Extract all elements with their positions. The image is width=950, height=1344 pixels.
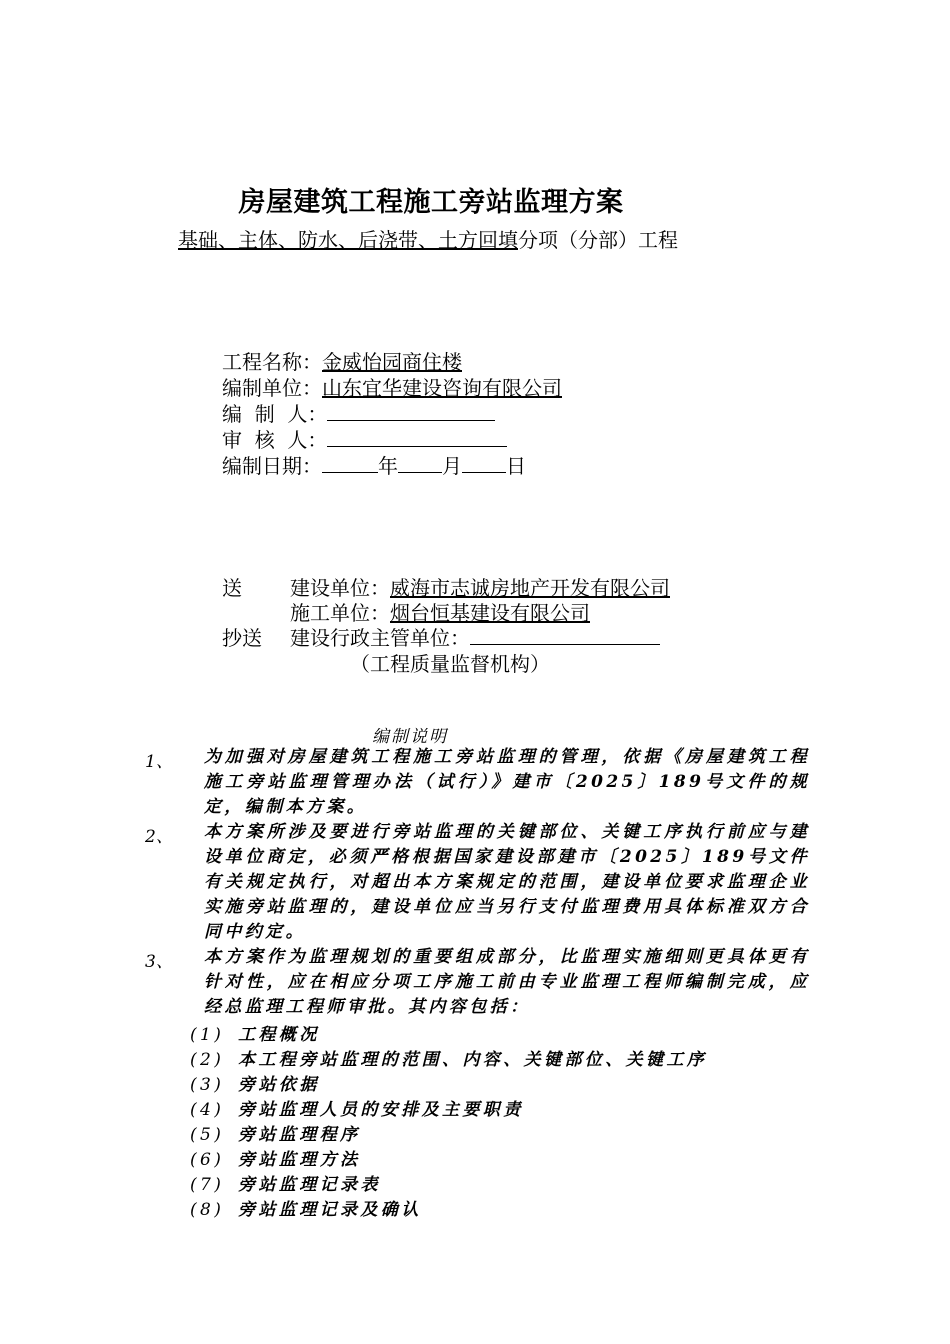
send-label: 送	[222, 576, 242, 600]
year-blank	[322, 454, 378, 473]
admin-unit-label: 建设行政主管单位：	[290, 626, 470, 650]
admin-unit-row	[290, 622, 660, 651]
project-name-value: 金威怡园商住楼	[322, 350, 462, 374]
content-item-text: 旁站依据	[238, 1075, 320, 1095]
content-item-text: 旁站监理方法	[238, 1150, 361, 1170]
content-item-number: (3)	[190, 1075, 225, 1095]
note-3-text: 本方案作为监理规划的重要组成部分，比监理实施细则更具体更有针对性，应在相应分项工序施工前由专业监理工程师编制完成，应经总监理工程师审批。其内容包括：	[204, 947, 810, 1017]
note-1-text: 为加强对房屋建筑工程施工旁站监理的管理，依据《房屋建筑工程施工旁站监理管理办法（试行）》建市〔2025〕189号文件的规定，编制本方案。	[204, 747, 810, 817]
content-item-text: 工程概况	[238, 1025, 320, 1045]
note-2-text: 本方案所涉及要进行旁站监理的关键部位、关键工序执行前应与建设单位商定，必须严格根据国家建设部建市〔2025〕189号文件有关规定执行，对超出本方案规定的范围，建设单位要求监理企业实施旁站监理的，建设单位应当另行支付监理费用具体标准双方合同中约定。	[204, 822, 810, 942]
content-item-number: (6)	[190, 1150, 225, 1170]
content-item-number: (2)	[190, 1050, 225, 1070]
admin-unit-blank	[470, 626, 660, 645]
project-name-label: 工程名称：	[222, 350, 322, 374]
reviewer-label: 审 核 人：	[222, 428, 328, 452]
content-item-text: 旁站监理程序	[238, 1125, 361, 1145]
reviewer-blank	[327, 428, 507, 447]
note-2-number: 2、	[145, 827, 173, 847]
note-1-number: 1、	[145, 752, 173, 772]
content-item-number: (4)	[190, 1100, 225, 1120]
content-item-number: (5)	[190, 1125, 225, 1145]
document-title: 房屋建筑工程施工旁站监理方案	[238, 187, 624, 218]
content-item	[190, 1195, 422, 1220]
subtitle-suffix: 分项（分部）工程	[518, 228, 678, 252]
content-item-text: 旁站监理记录表	[238, 1175, 381, 1195]
compile-date-label: 编制日期：	[222, 454, 322, 478]
construct-unit-value: 烟台恒基建设有限公司	[390, 601, 590, 625]
compile-unit-row	[222, 372, 562, 401]
project-name-row	[222, 346, 462, 375]
subtitle-scope: 基础、主体、防水、后浇带、土方回填	[178, 228, 518, 252]
content-item-number: (8)	[190, 1200, 225, 1220]
content-item-text: 本工程旁站监理的范围、内容、关键部位、关键工序	[238, 1050, 708, 1070]
compile-unit-value: 山东宜华建设咨询有限公司	[322, 376, 562, 400]
content-item	[190, 1145, 360, 1170]
document-subtitle	[178, 224, 678, 253]
cc-label: 抄送	[222, 626, 262, 650]
notes-title: 编制说明	[372, 727, 448, 747]
content-item	[190, 1045, 707, 1070]
content-item	[190, 1170, 381, 1195]
author-label: 编 制 人：	[222, 402, 328, 426]
author-blank	[327, 402, 495, 421]
content-item-text: 旁站监理记录及确认	[238, 1200, 422, 1220]
compile-date-row	[222, 450, 526, 479]
content-item	[190, 1095, 524, 1120]
compile-unit-label: 编制单位：	[222, 376, 322, 400]
build-unit-value: 威海市志诚房地产开发有限公司	[390, 576, 670, 600]
content-item-number: (7)	[190, 1175, 225, 1195]
month-label: 月	[442, 454, 462, 478]
content-item	[190, 1120, 360, 1145]
year-label: 年	[378, 454, 398, 478]
construct-unit-label: 施工单位：	[290, 601, 390, 625]
content-item	[190, 1020, 320, 1045]
content-item-number: (1)	[190, 1025, 225, 1045]
content-item-text: 旁站监理人员的安排及主要职责	[238, 1100, 524, 1120]
admin-unit-note: （工程质量监督机构）	[350, 652, 550, 676]
author-row	[222, 398, 495, 427]
note-3-number: 3、	[145, 952, 173, 972]
reviewer-row	[222, 424, 507, 453]
day-blank	[462, 454, 506, 473]
build-unit-label: 建设单位：	[290, 576, 390, 600]
day-label: 日	[506, 454, 526, 478]
month-blank	[398, 454, 442, 473]
content-item	[190, 1070, 320, 1095]
